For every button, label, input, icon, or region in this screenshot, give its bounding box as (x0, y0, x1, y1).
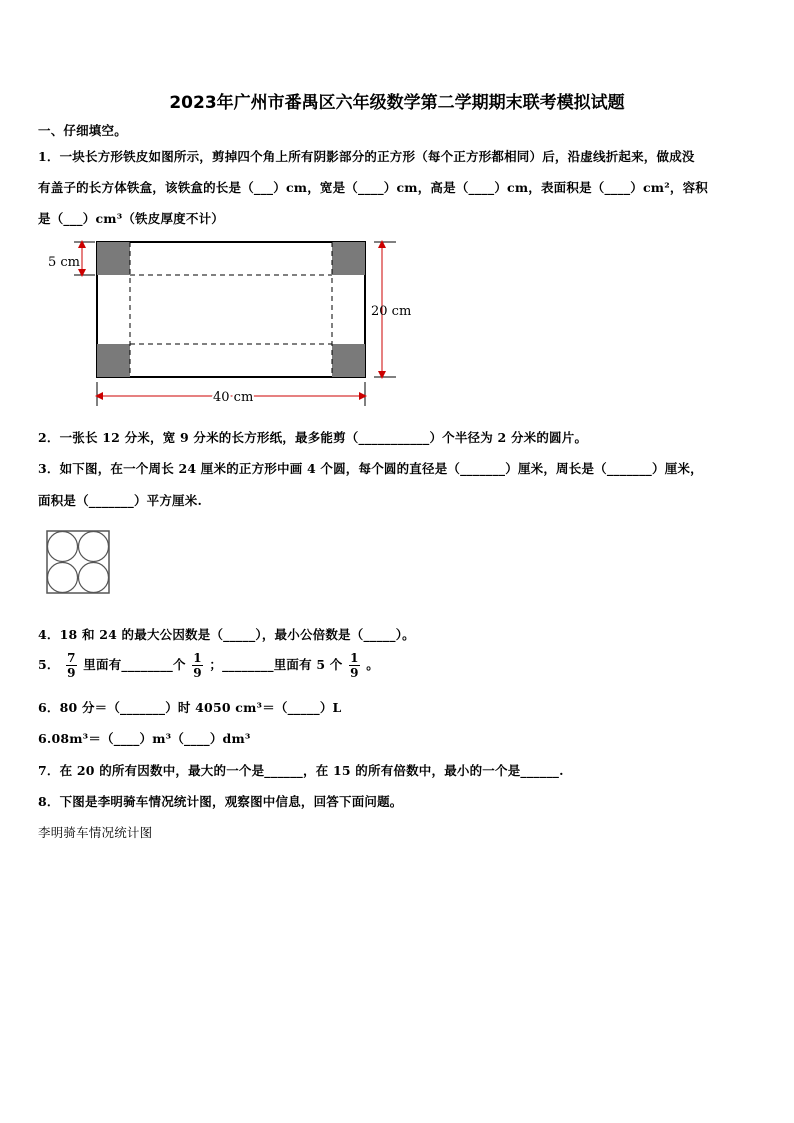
fraction-1-9-a: $\frac{1}{9}$ (193, 651, 202, 680)
page-title: 2023年广州市番禺区六年级数学第二学期期末联考模拟试题 (169, 93, 625, 113)
q5 (38, 651, 379, 680)
dim-label-height: 20 cm (371, 304, 412, 319)
q5-number: 5． (38, 657, 60, 672)
sheet-rectangle (97, 242, 365, 377)
dim-label-side: 5 cm (48, 255, 81, 270)
q5-text-1: 里面有________个 (83, 657, 186, 672)
q7: 7．在 20 的所有因数中，最大的一个是______，在 15 的所有倍数中，最小的一个是______. (38, 763, 564, 778)
chart-caption: 李明骑车情况统计图 (38, 825, 153, 840)
q6-line1: 6．80 分＝（_______）时 4050 cm³＝（_____）L (38, 700, 342, 715)
circle-1 (48, 532, 78, 562)
corner-square-br (332, 344, 365, 377)
section-heading: 一、仔细填空。 (38, 123, 127, 138)
q1-line2: 有盖子的长方体铁盒，该铁盒的长是（___）cm，宽是（____）cm，高是（____）cm，表面积是（____）cm²，容积 (38, 180, 708, 195)
fraction-7-9: $\frac{7}{9}$ (67, 651, 76, 680)
q1-figure (40, 236, 420, 408)
q5-text-2: ；________里面有 5 个 (209, 657, 343, 672)
corner-square-tr (332, 242, 365, 275)
q5-text-3: 。 (366, 657, 379, 672)
corner-square-tl (97, 242, 130, 275)
q2: 2．一张长 12 分米，宽 9 分米的长方形纸，最多能剪（___________）个半径为 2 分米的圆片。 (38, 430, 588, 445)
q3-figure (46, 530, 110, 594)
q1-line3: 是（___）cm³（铁皮厚度不计） (38, 211, 224, 226)
q1-line1: 1．一块长方形铁皮如图所示，剪掉四个角上所有阴影部分的正方形（每个正方形都相同）后，沿虚线折起来，做成没 (38, 149, 695, 164)
circle-2 (79, 532, 109, 562)
q3-line2: 面积是（_______）平方厘米. (38, 493, 203, 508)
q8: 8．下图是李明骑车情况统计图，观察图中信息，回答下面问题。 (38, 794, 403, 809)
q4: 4．18 和 24 的最大公因数是（_____），最小公倍数是（_____）。 (38, 627, 415, 642)
circle-4 (79, 563, 109, 593)
corner-square-bl (97, 344, 130, 377)
circle-3 (48, 563, 78, 593)
q3-line1: 3．如下图，在一个周长 24 厘米的正方形中画 4 个圆，每个圆的直径是（_______）厘米，周长是（_______）厘米， (38, 461, 703, 476)
fraction-1-9-b: $\frac{1}{9}$ (350, 651, 359, 680)
q6-line2: 6.08m³＝（____）m³（____）dm³ (38, 731, 251, 746)
dim-label-width: 40 cm (213, 390, 254, 405)
